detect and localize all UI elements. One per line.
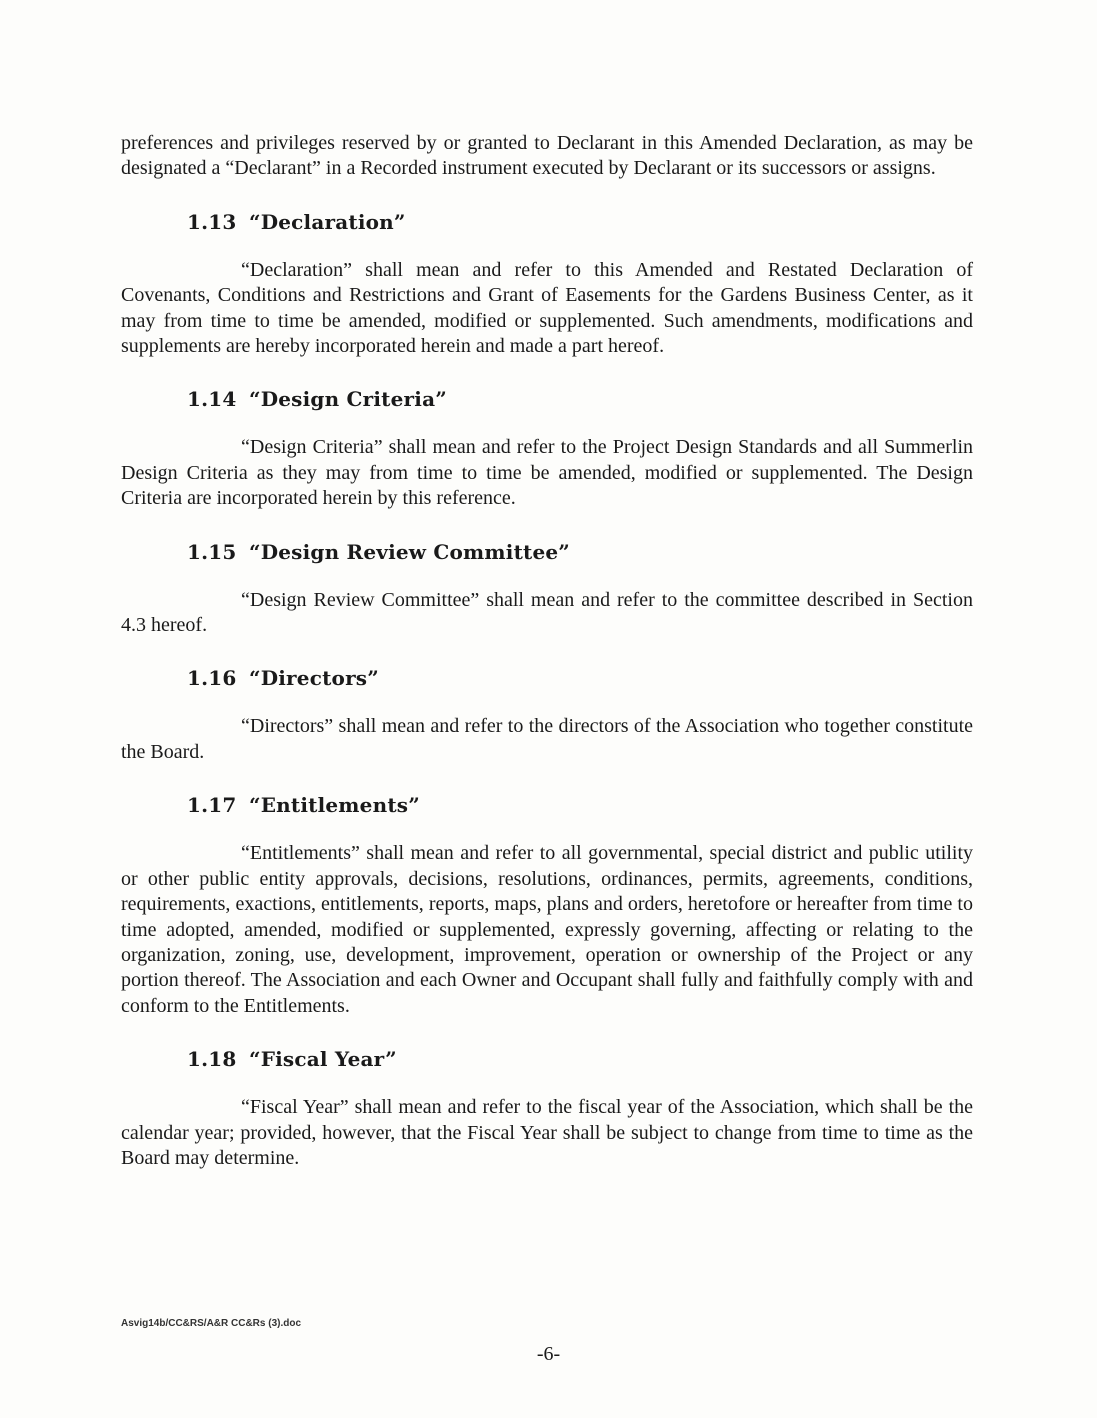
intro-paragraph: preferences and privileges reserved by or granted to Declarant in this Amended Declaration, as may be designated a “Declarant” in a Recorded instrument executed by Declarant or its successors or assigns.	[121, 132, 973, 180]
section-title: “Design Review Committee”	[249, 539, 570, 564]
section-number: 1.16	[187, 666, 237, 691]
footer-file-path: Asvig14b/CC&RS/A&R CC&Rs (3).doc	[121, 1318, 302, 1329]
section-number: 1.13	[187, 209, 237, 234]
section-number: 1.15	[187, 539, 237, 564]
section-heading-1-16	[121, 665, 973, 691]
page-number: -6-	[536, 1343, 561, 1365]
section-number: 1.17	[187, 793, 237, 818]
section-paragraph-1-15: “Design Review Committee” shall mean and refer to the committee described in Section 4.3 hereof.	[121, 588, 973, 637]
document-body	[121, 131, 973, 1171]
section-paragraph-1-17: “Entitlements” shall mean and refer to all governmental, special district and public utility or other public entity approvals, decisions, resolutions, ordinances, permits, agreements, conditions, requirements, exactions, entitlements, reports, maps, plans and orders, heretofore or hereafter from time to time adopted, amended, modified or supplemented, expressly governing, affecting or relating to the organization, zoning, use, development, improvement, operation or ownership of the Project or any portion thereof. The Association and each Owner and Occupant shall fully and faithfully comply with and conform to the Entitlements.	[121, 842, 973, 1017]
section-paragraph-1-18: “Fiscal Year” shall mean and refer to the fiscal year of the Association, which shall be the calendar year; provided, however, that the Fiscal Year shall be subject to change from time to time as the Board may determine.	[121, 1096, 973, 1169]
section-paragraph-1-13: “Declaration” shall mean and refer to this Amended and Restated Declaration of Covenants, Conditions and Restrictions and Grant of Easements for the Gardens Business Center, as it may from time to time be amended, modified or supplemented. Such amendments, modifications and supplements are hereby incorporated herein and made a part hereof.	[121, 258, 973, 358]
section-heading-1-13	[121, 209, 973, 235]
section-number: 1.18	[187, 1047, 237, 1072]
section-heading-1-18	[121, 1046, 973, 1072]
section-title: “Fiscal Year”	[249, 1047, 397, 1072]
section-heading-1-14	[121, 386, 973, 412]
section-title: “Declaration”	[249, 209, 406, 234]
section-title: “Directors”	[249, 666, 379, 691]
section-title: “Design Criteria”	[249, 387, 447, 412]
section-number: 1.14	[187, 387, 237, 412]
section-paragraph-1-14: “Design Criteria” shall mean and refer to the Project Design Standards and all Summerlin Design Criteria as they may from time to time be amended, modified or supplemented. The Design Criteria are incorporated herein by this reference.	[121, 436, 973, 510]
section-paragraph-1-16: “Directors” shall mean and refer to the directors of the Association who together constitute the Board.	[121, 715, 973, 763]
section-title: “Entitlements”	[249, 793, 420, 818]
section-heading-1-15	[121, 539, 973, 565]
section-heading-1-17	[121, 792, 973, 818]
